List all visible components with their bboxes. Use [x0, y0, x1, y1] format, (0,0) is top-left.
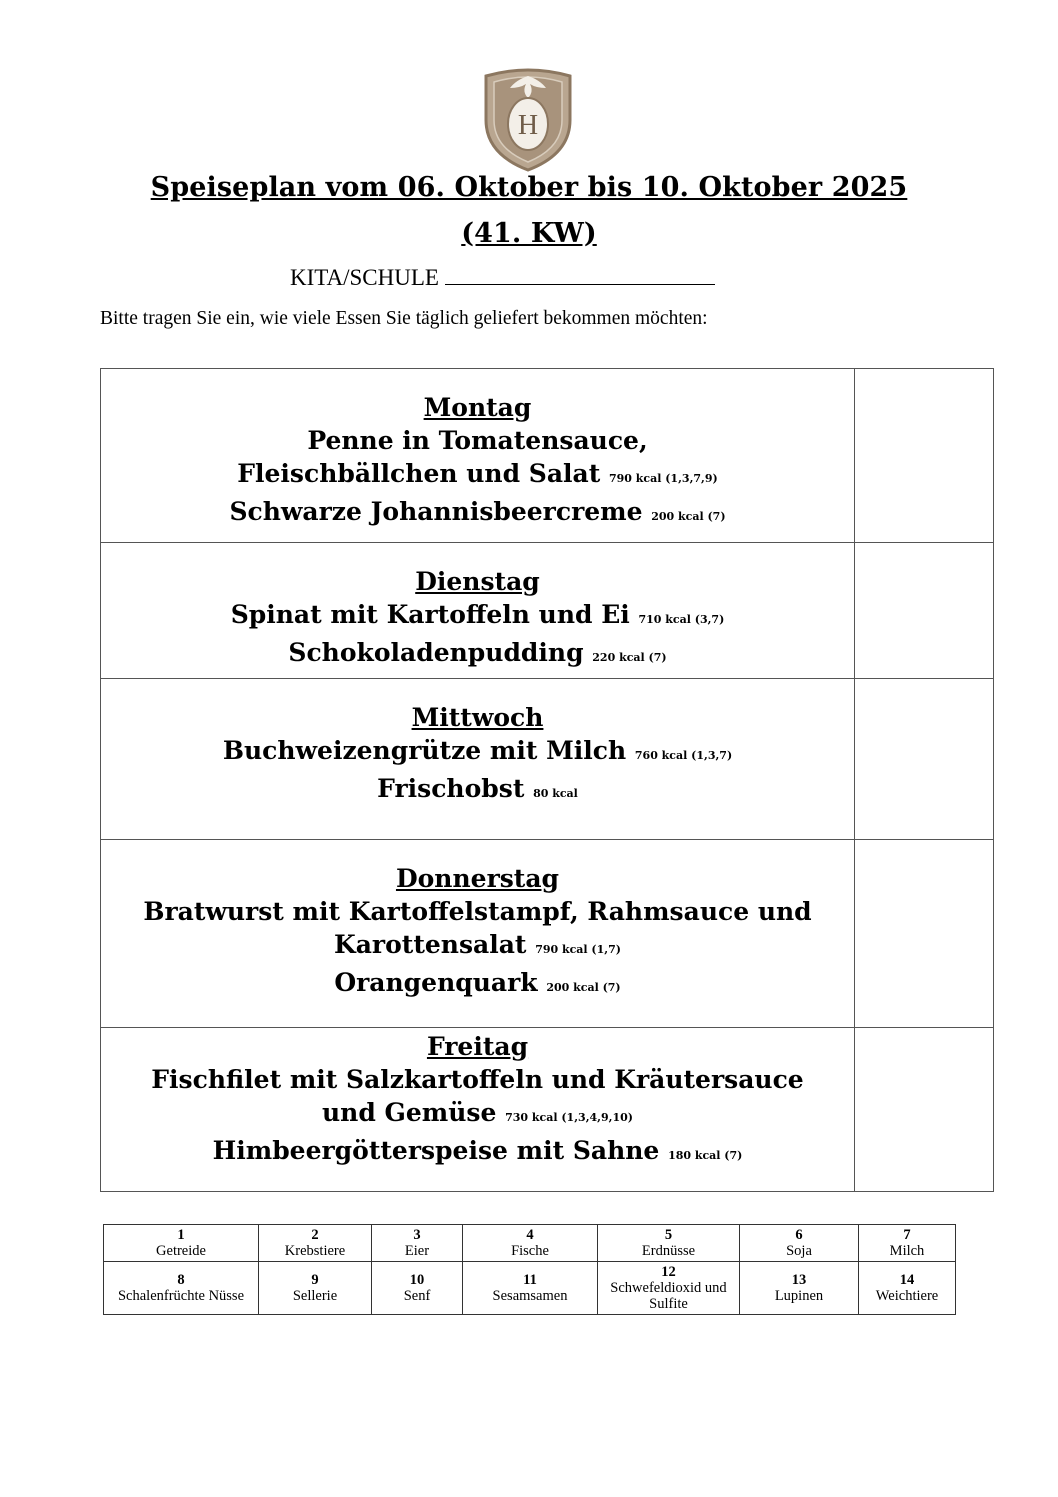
allergen-number: 4	[526, 1227, 534, 1243]
allergen-cell	[372, 1225, 463, 1262]
allergen-number: 13	[791, 1272, 807, 1288]
dish-text: Schwarze Johannisbeercreme	[229, 497, 643, 526]
allergen-label: Lupinen	[774, 1288, 824, 1304]
day-row-freitag	[101, 1028, 994, 1192]
allergen-number: 10	[409, 1272, 425, 1288]
allergen-cell	[740, 1262, 859, 1315]
day-name: Freitag	[426, 1032, 529, 1061]
dish-text: Penne in Tomatensauce,	[307, 426, 648, 455]
day-row-donnerstag	[101, 840, 994, 1028]
day-row-mittwoch	[101, 679, 994, 840]
allergen-cell	[463, 1225, 598, 1262]
allergen-number: 9	[311, 1272, 319, 1288]
allergen-label: Weichtiere	[875, 1288, 939, 1304]
day-cell	[101, 840, 855, 1028]
allergen-cell	[372, 1262, 463, 1315]
allergen-cell	[598, 1262, 740, 1315]
dish-kcal: 790 kcal (1,3,7,9)	[608, 472, 718, 485]
allergen-label: Senf	[403, 1288, 431, 1304]
allergen-number: 5	[664, 1227, 673, 1243]
allergen-number: 2	[311, 1227, 319, 1243]
day-name: Donnerstag	[395, 864, 560, 893]
allergen-number: 8	[177, 1272, 185, 1288]
allergen-label: Soja	[786, 1243, 812, 1259]
dish-text: Orangenquark	[334, 968, 538, 997]
day-name: Montag	[423, 393, 532, 422]
allergen-label: Eier	[404, 1243, 430, 1259]
order-count-mittwoch[interactable]	[855, 679, 994, 840]
dish-kcal: 200 kcal (7)	[546, 981, 621, 994]
logo-letter: H	[517, 110, 539, 141]
allergen-cell	[463, 1262, 598, 1315]
dish-text: Buchweizengrütze mit Milch	[222, 736, 627, 765]
order-count-freitag[interactable]	[855, 1028, 994, 1192]
dish-text: Schokoladenpudding	[288, 638, 584, 667]
allergen-cell	[104, 1262, 259, 1315]
day-name: Dienstag	[415, 567, 540, 596]
allergen-cell	[259, 1225, 372, 1262]
menu-table	[100, 368, 994, 1192]
dish-kcal: 180 kcal (7)	[668, 1149, 743, 1162]
dish-text: und Gemüse	[321, 1098, 497, 1127]
allergen-number: 3	[413, 1227, 421, 1243]
day-cell	[101, 679, 855, 840]
allergen-cell	[740, 1225, 859, 1262]
kita-input-line[interactable]	[445, 262, 715, 285]
dish-text: Frischobst	[377, 774, 525, 803]
page-title: Speiseplan vom 06. Oktober bis 10. Oktober 2025	[150, 172, 908, 203]
company-logo	[476, 62, 580, 172]
dish-kcal: 790 kcal (1,7)	[535, 943, 621, 956]
allergen-label: Erdnüsse	[641, 1243, 696, 1259]
instruction-text: Bitte tragen Sie ein, wie viele Essen Sie täglich geliefert bekommen möchten:	[100, 308, 708, 329]
allergen-number: 1	[177, 1227, 185, 1243]
day-row-montag	[101, 369, 994, 543]
dish-text: Bratwurst mit Kartoffelstampf, Rahmsauce und	[143, 897, 812, 926]
allergen-label: Getreide	[156, 1243, 206, 1259]
allergen-number: 11	[523, 1272, 537, 1288]
dish-text: Himbeergötterspeise mit Sahne	[212, 1136, 660, 1165]
dish-text: Fleischbällchen und Salat	[237, 459, 601, 488]
allergen-cell	[859, 1225, 956, 1262]
allergen-label: Sellerie	[292, 1288, 338, 1304]
allergen-number: 14	[899, 1272, 915, 1288]
allergen-label: Schalenfrüchte Nüsse	[117, 1288, 245, 1304]
dish-kcal: 200 kcal (7)	[651, 510, 726, 523]
allergen-cell	[259, 1262, 372, 1315]
allergen-label: Fische	[511, 1243, 549, 1259]
allergen-label: Sesamsamen	[492, 1288, 568, 1304]
allergen-number: 7	[903, 1227, 911, 1243]
allergen-number: 12	[661, 1264, 676, 1280]
allergen-label: Krebstiere	[284, 1243, 346, 1259]
order-count-dienstag[interactable]	[855, 543, 994, 679]
day-row-dienstag	[101, 543, 994, 679]
dish-kcal: 710 kcal (3,7)	[638, 613, 725, 626]
dish-kcal: 760 kcal (1,3,7)	[634, 749, 733, 762]
allergen-row	[104, 1225, 956, 1262]
dish-text: Karottensalat	[334, 930, 527, 959]
allergen-cell	[598, 1225, 740, 1262]
calendar-week: (41. KW)	[461, 218, 597, 249]
kita-label: KITA/SCHULE	[290, 265, 439, 290]
day-cell	[101, 1028, 855, 1192]
day-cell	[101, 369, 855, 543]
allergen-cell	[104, 1225, 259, 1262]
allergen-label: Milch	[889, 1243, 925, 1259]
allergen-number: 6	[795, 1227, 803, 1243]
order-count-montag[interactable]	[855, 369, 994, 543]
dish-kcal: 730 kcal (1,3,4,9,10)	[505, 1111, 634, 1124]
dish-text: Spinat mit Kartoffeln und Ei	[230, 600, 630, 629]
day-name: Mittwoch	[411, 703, 544, 732]
dish-kcal: 80 kcal	[533, 787, 578, 800]
day-cell	[101, 543, 855, 679]
allergen-label: Schwefeldioxid und Sulfite	[610, 1280, 727, 1312]
order-count-donnerstag[interactable]	[855, 840, 994, 1028]
dish-kcal: 220 kcal (7)	[592, 651, 667, 664]
allergen-cell	[859, 1262, 956, 1315]
kita-field	[290, 262, 715, 291]
allergen-row	[104, 1262, 956, 1315]
dish-text: Fischfilet mit Salzkartoffeln und Kräutersauce	[151, 1065, 804, 1094]
allergen-legend	[103, 1224, 956, 1315]
